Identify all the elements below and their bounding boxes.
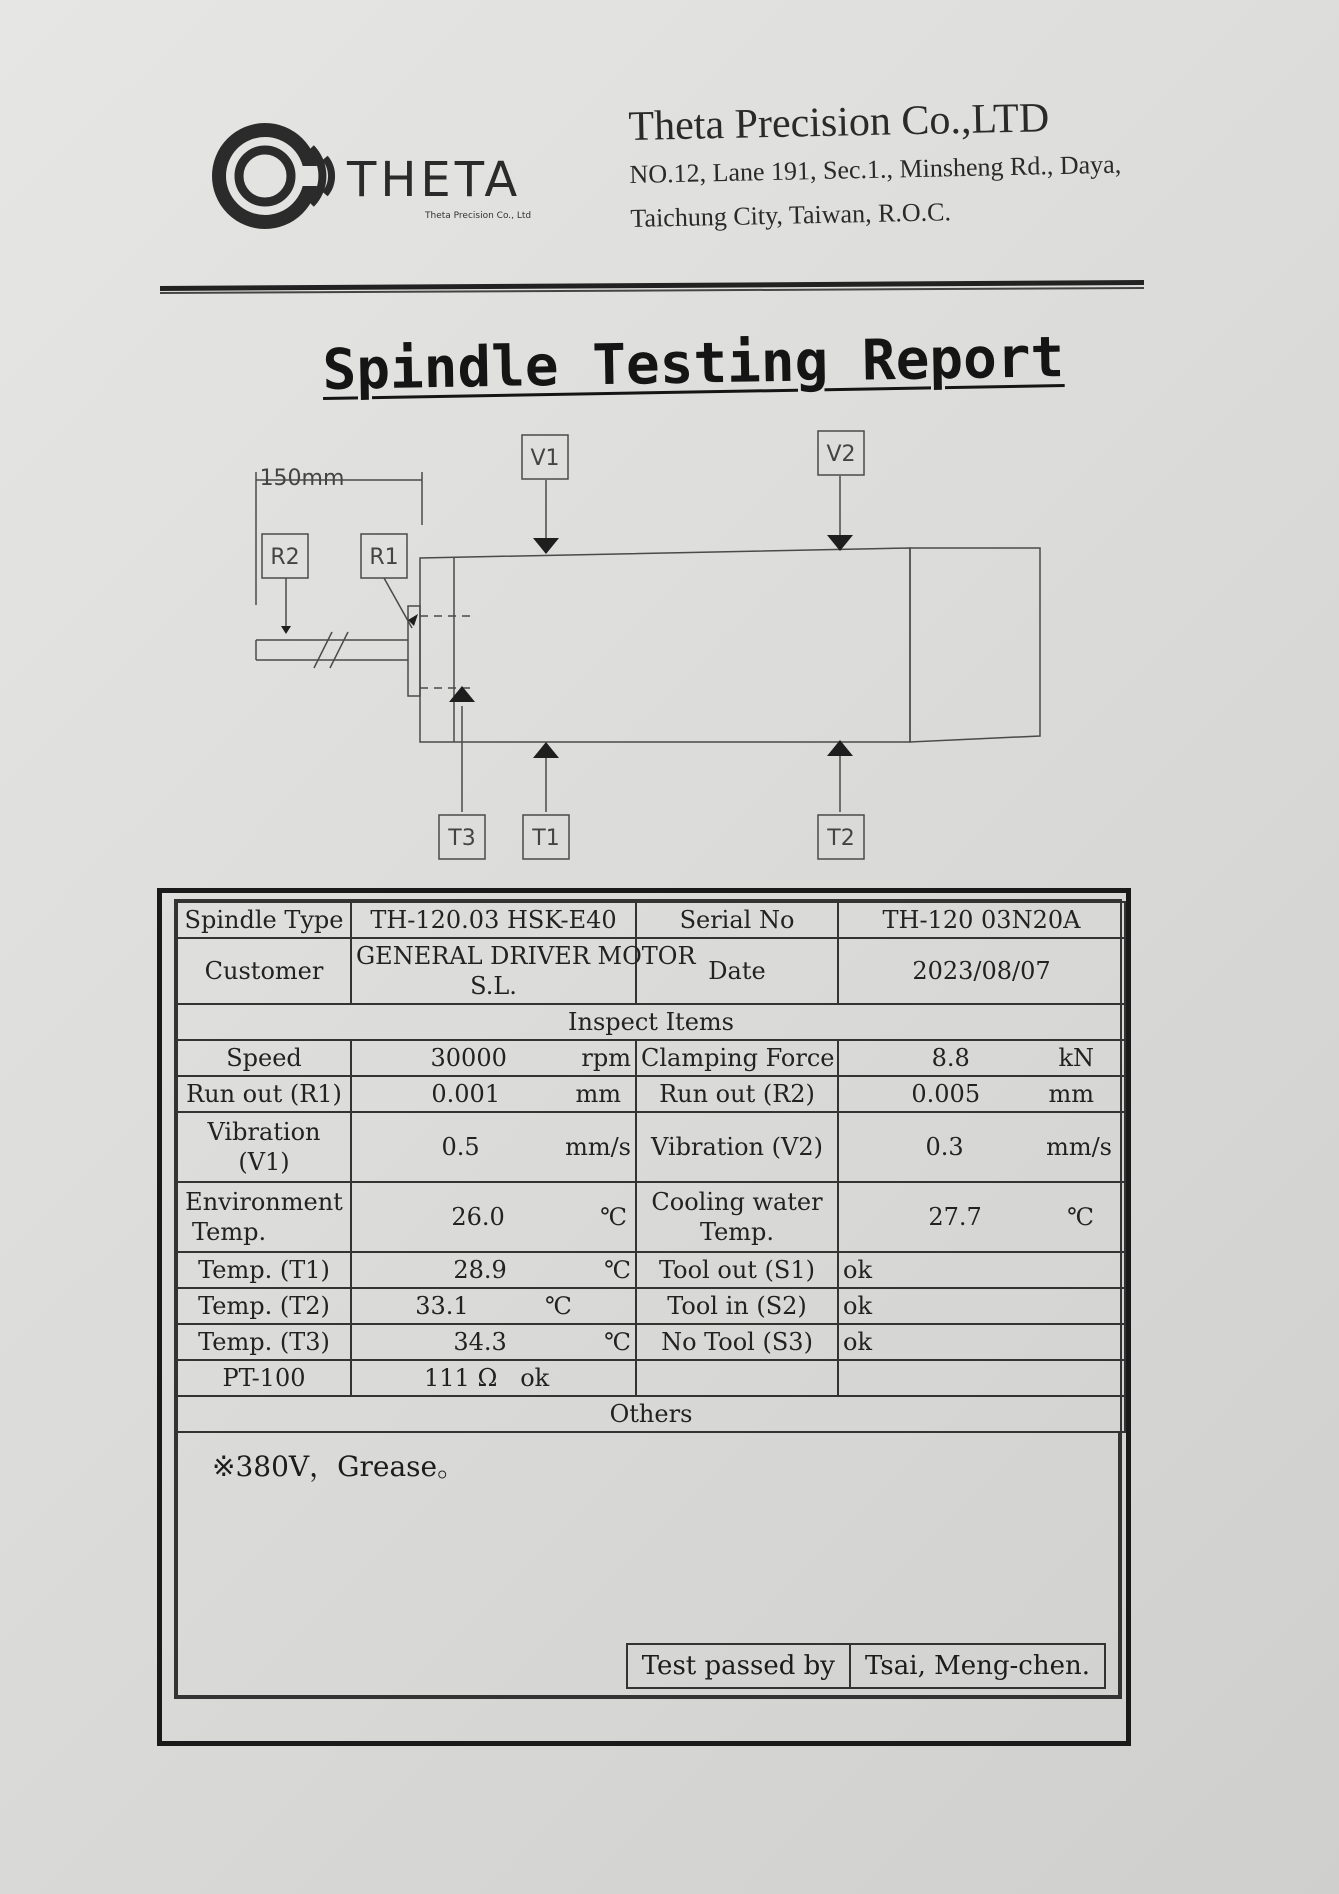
label-r2: R2 xyxy=(270,545,300,570)
temp-t3-unit: ℃ xyxy=(604,1328,631,1356)
runout-r1-label: Run out (R1) xyxy=(177,1076,351,1112)
label-t2: T2 xyxy=(827,826,855,851)
env-temp-label xyxy=(177,1182,351,1252)
runout-r2-unit: mm xyxy=(1048,1080,1094,1108)
vibration-v1-unit: mm/s xyxy=(565,1133,631,1161)
temp-t1-label: Temp. (T1) xyxy=(177,1252,351,1288)
page-title: Spindle Testing Report xyxy=(322,325,1065,403)
label-v1: V1 xyxy=(530,446,560,471)
logo-subtext: Theta Precision Co., Ltd xyxy=(425,211,532,221)
vibration-v1-line-2: (V1) xyxy=(238,1148,290,1176)
clamping-force-label: Clamping Force xyxy=(636,1040,838,1076)
others-section xyxy=(176,1433,1120,1697)
customer-label: Customer xyxy=(177,938,351,1004)
env-temp-unit: ℃ xyxy=(600,1203,627,1231)
address-line-1: NO.12, Lane 191, Sec.1., Minsheng Rd., Daya, xyxy=(629,149,1122,189)
vibration-v1-line-1: Vibration xyxy=(207,1118,321,1146)
temp-t3-number: 34.3 xyxy=(453,1328,507,1356)
customer-line-2: S.L. xyxy=(470,972,517,1000)
runout-r1-unit: mm xyxy=(575,1080,621,1108)
temp-t3-value xyxy=(351,1324,636,1360)
tool-in-s2-value: ok xyxy=(838,1288,1125,1324)
others-note: ※380V，Grease。 xyxy=(212,1450,466,1483)
vibration-v2-number: 0.3 xyxy=(925,1133,964,1161)
table-row xyxy=(177,1396,1125,1432)
table-row xyxy=(177,1252,1125,1288)
serial-label: Serial No xyxy=(636,902,838,938)
empty-cell xyxy=(838,1360,1125,1396)
runout-r2-number: 0.005 xyxy=(911,1080,981,1108)
vibration-v1-value xyxy=(351,1112,636,1182)
tool-in-s2-label: Tool in (S2) xyxy=(636,1288,838,1324)
date-label: Date xyxy=(636,938,838,1004)
test-report-frame xyxy=(157,888,1131,1746)
temp-t3-label: Temp. (T3) xyxy=(177,1324,351,1360)
spindle-type-value: TH-120.03 HSK-E40 xyxy=(351,902,636,938)
env-temp-line-1: Environment xyxy=(185,1188,343,1216)
runout-r2-label: Run out (R2) xyxy=(636,1076,838,1112)
temp-t2-value xyxy=(351,1288,636,1324)
temp-t1-unit: ℃ xyxy=(604,1256,631,1284)
cooling-temp-number: 27.7 xyxy=(928,1203,982,1231)
no-tool-s3-label: No Tool (S3) xyxy=(636,1324,838,1360)
test-passed-name: Tsai, Meng-chen. xyxy=(864,1651,1090,1681)
label-v2: V2 xyxy=(826,442,856,467)
temp-t2-number: 33.1 xyxy=(415,1292,469,1320)
test-report-table xyxy=(174,899,1122,1699)
table-row xyxy=(177,1004,1125,1040)
runout-r2-value xyxy=(838,1076,1125,1112)
runout-r1-value xyxy=(351,1076,636,1112)
table-row xyxy=(177,1360,1125,1396)
temp-t2-label: Temp. (T2) xyxy=(177,1288,351,1324)
table-row xyxy=(177,1112,1125,1182)
label-t1: T1 xyxy=(532,826,560,851)
serial-value: TH-120 03N20A xyxy=(838,902,1125,938)
table-row xyxy=(177,1182,1125,1252)
env-temp-value xyxy=(351,1182,636,1252)
vibration-v2-value xyxy=(838,1112,1125,1182)
pt100-number: 111 Ω xyxy=(424,1364,498,1392)
pt100-value xyxy=(351,1360,636,1396)
dimension-label: 150mm xyxy=(259,466,345,491)
tool-out-s1-label: Tool out (S1) xyxy=(636,1252,838,1288)
clamping-force-value xyxy=(838,1040,1125,1076)
vibration-v2-label: Vibration (V2) xyxy=(636,1112,838,1182)
speed-unit: rpm xyxy=(581,1044,631,1072)
table-row xyxy=(177,1324,1125,1360)
speed-value xyxy=(351,1040,636,1076)
temp-t1-number: 28.9 xyxy=(453,1256,507,1284)
others-heading: Others xyxy=(177,1396,1125,1432)
company-block xyxy=(628,93,1123,239)
header-divider xyxy=(160,280,1144,294)
label-r1: R1 xyxy=(369,545,399,570)
inspect-items-heading: Inspect Items xyxy=(177,1004,1125,1040)
env-temp-line-2: Temp. xyxy=(192,1218,267,1246)
test-passed-label: Test passed by xyxy=(628,1645,851,1687)
cooling-temp-unit: ℃ xyxy=(1067,1203,1094,1231)
cooling-temp-line-1: Cooling water xyxy=(651,1188,823,1216)
pt100-label: PT-100 xyxy=(177,1360,351,1396)
env-temp-number: 26.0 xyxy=(451,1203,505,1231)
address-line-2: Taichung City, Taiwan, R.O.C. xyxy=(630,197,952,233)
customer-line-1: GENERAL DRIVER MOTOR xyxy=(356,942,696,970)
company-name: Theta Precision Co.,LTD xyxy=(628,95,1050,150)
table-row xyxy=(177,938,1125,1004)
table-row xyxy=(177,1040,1125,1076)
label-t3: T3 xyxy=(448,826,476,851)
vibration-v1-label xyxy=(177,1112,351,1182)
speed-label: Speed xyxy=(177,1040,351,1076)
runout-r1-number: 0.001 xyxy=(431,1080,501,1108)
clamping-force-unit: kN xyxy=(1058,1044,1094,1072)
cooling-temp-label xyxy=(636,1182,838,1252)
table-row xyxy=(177,1076,1125,1112)
logo-wordmark: THETA xyxy=(347,152,522,208)
temp-t1-value xyxy=(351,1252,636,1288)
table-row xyxy=(177,1288,1125,1324)
customer-value xyxy=(351,938,696,1004)
test-passed-box xyxy=(626,1643,1106,1689)
cooling-temp-line-2: Temp. xyxy=(699,1218,775,1246)
spindle-type-label: Spindle Type xyxy=(177,902,351,938)
clamping-force-number: 8.8 xyxy=(931,1044,970,1072)
date-value: 2023/08/07 xyxy=(838,938,1125,1004)
no-tool-s3-value: ok xyxy=(838,1324,1125,1360)
cooling-temp-value xyxy=(838,1182,1125,1252)
vibration-v2-unit: mm/s xyxy=(1046,1133,1112,1161)
spindle-diagram xyxy=(240,420,1060,880)
table-row xyxy=(177,902,1125,938)
empty-cell xyxy=(636,1360,838,1396)
temp-t2-unit: ℃ xyxy=(544,1292,572,1320)
tool-out-s1-value: ok xyxy=(838,1252,1125,1288)
vibration-v1-number: 0.5 xyxy=(441,1133,480,1161)
speed-number: 30000 xyxy=(430,1044,507,1072)
pt100-status: ok xyxy=(520,1364,550,1392)
theta-logo xyxy=(215,118,575,232)
